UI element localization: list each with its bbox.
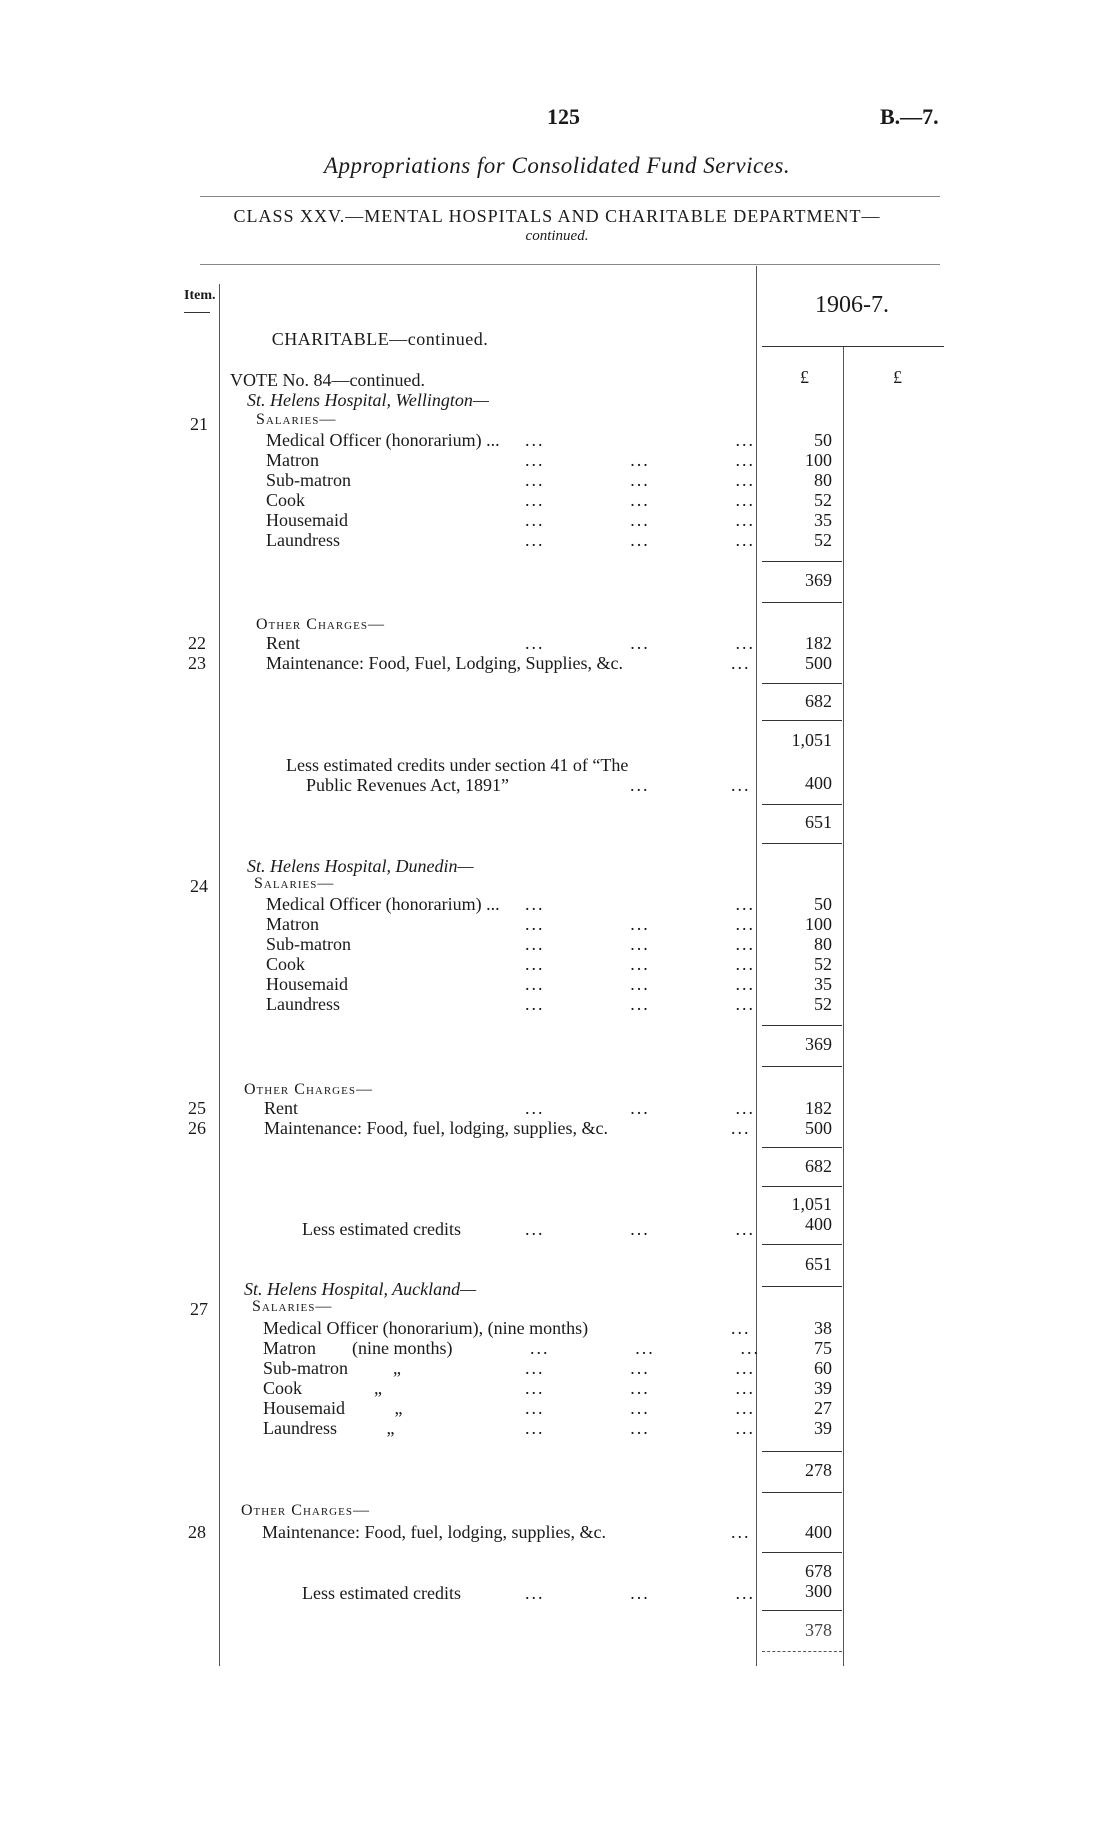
- leader-dots: ...: [731, 1522, 751, 1542]
- other-charges-label: Other Charges—: [256, 616, 385, 633]
- less-credits-label: Less estimated credits: [302, 1219, 461, 1239]
- salary-row: Medical Officer (honorarium) ... ... ... 50: [266, 430, 832, 450]
- leader-dots: ... ... ...: [525, 934, 755, 954]
- dunedin-heading: St. Helens Hospital, Dunedin—: [247, 856, 474, 876]
- salary-row: Cook ... ... ... 52: [266, 490, 832, 510]
- salary-row: Medical Officer (honorarium) ... ... ... 50: [266, 894, 832, 914]
- sum-rule: [762, 1492, 842, 1493]
- leader-dots: ... ... ...: [525, 914, 755, 934]
- sum-rule: [762, 1066, 842, 1067]
- leader-dots: ... ... ...: [525, 974, 755, 994]
- sum-rule: [762, 1451, 842, 1452]
- item-underline: [184, 312, 210, 313]
- leader-dots: ...: [731, 653, 751, 673]
- item-column-header: Item.: [184, 288, 216, 303]
- leader-dots: ...: [731, 775, 751, 795]
- gross-total: 1,051: [791, 1194, 832, 1214]
- item-number: 21: [190, 414, 208, 434]
- item-number: 27: [190, 1299, 208, 1319]
- salary-row: Laundress „ ... ... ... 39: [263, 1418, 832, 1438]
- salaries-label: Salaries—: [254, 875, 335, 892]
- other-charges-total: 682: [805, 1156, 832, 1176]
- section-title: CHARITABLE—continued.: [271, 329, 489, 349]
- title-rule: [200, 196, 940, 197]
- sum-rule: [762, 1186, 842, 1187]
- leader-dots: ... ...: [525, 894, 755, 914]
- sum-rule: [762, 720, 842, 721]
- salary-row: Matron ... ... ... 100: [266, 914, 832, 934]
- leader-dots: ...: [731, 1318, 751, 1338]
- leader-dots: ... ... ...: [525, 1398, 755, 1418]
- salary-row: Laundress ... ... ... 52: [266, 530, 832, 550]
- sum-rule: [762, 602, 842, 603]
- sum-rule: [762, 1147, 842, 1148]
- vote-heading: VOTE No. 84—continued.: [230, 370, 425, 390]
- sum-rule: [762, 683, 842, 684]
- item-number: 24: [190, 876, 208, 896]
- salary-row: Sub-matron ... ... ... 80: [266, 470, 832, 490]
- net-total: 651: [805, 1254, 832, 1274]
- page-title: Appropriations for Consolidated Fund Services.: [323, 153, 791, 178]
- charge-row: 28 Maintenance: Food, fuel, lodging, supplies, &c. 400: [188, 1522, 832, 1542]
- other-charges-label: Other Charges—: [244, 1081, 373, 1098]
- salary-row: Housemaid ... ... ... 35: [266, 510, 832, 530]
- header-rule: [200, 264, 940, 265]
- salary-row: Cook „ ... ... ... 39: [263, 1378, 832, 1398]
- leader-dots: ... ... ...: [530, 1338, 760, 1358]
- sum-rule: [762, 1651, 842, 1652]
- less-credits-amount: 300: [805, 1581, 832, 1601]
- leader-dots: ... ... ...: [525, 1583, 755, 1603]
- salary-row: Matron ... ... ... 100: [266, 450, 832, 470]
- salary-row: Laundress ... ... ... 52: [266, 994, 832, 1014]
- gross-total: 1,051: [791, 730, 832, 750]
- pound-header-2: £: [893, 367, 902, 387]
- document-reference: B.—7.: [880, 104, 939, 129]
- sum-rule: [762, 1552, 842, 1553]
- leader-dots: ...: [630, 775, 650, 795]
- salaries-total: 369: [805, 1034, 832, 1054]
- less-credits-amount: 400: [805, 1214, 832, 1234]
- sum-rule: [762, 1286, 842, 1287]
- charge-row: 26 Maintenance: Food, fuel, lodging, supplies, &c. 500: [188, 1118, 832, 1138]
- leader-dots: ... ... ...: [525, 450, 755, 470]
- less-credits-label: Less estimated credits under section 41 of “The: [286, 755, 629, 775]
- leader-dots: ... ... ...: [525, 530, 755, 550]
- leader-dots: ... ... ...: [525, 633, 755, 653]
- net-total: 378: [805, 1620, 832, 1640]
- sum-rule: [762, 1610, 842, 1611]
- pound-header-1: £: [800, 367, 809, 387]
- class-continued: continued.: [525, 228, 589, 244]
- leader-dots: ... ... ...: [525, 954, 755, 974]
- net-total: 651: [805, 812, 832, 832]
- page-number: 125: [547, 104, 580, 129]
- leader-dots: ... ... ...: [525, 1418, 755, 1438]
- leader-dots: ... ...: [525, 430, 755, 450]
- charge-row: 22 Rent ... ... ... 182: [188, 633, 832, 653]
- auckland-heading: St. Helens Hospital, Auckland—: [244, 1279, 477, 1299]
- salaries-total: 369: [805, 570, 832, 590]
- leader-dots: ... ... ...: [525, 1378, 755, 1398]
- salaries-label: Salaries—: [252, 1298, 333, 1315]
- less-credits-amount: 400: [805, 773, 832, 793]
- salary-row: Housemaid ... ... ... 35: [266, 974, 832, 994]
- salary-row: Housemaid „ ... ... ... 27: [263, 1398, 832, 1418]
- sum-rule: [762, 1244, 842, 1245]
- sum-rule: [762, 561, 842, 562]
- salary-row: Matron (nine months) ... ... ... 75: [263, 1338, 832, 1358]
- charge-row: 23 Maintenance: Food, Fuel, Lodging, Supplies, &c. 500: [188, 653, 832, 673]
- salary-row: Sub-matron „ ... ... ... 60: [263, 1358, 832, 1378]
- leader-dots: ... ... ...: [525, 1098, 755, 1118]
- salary-row: Medical Officer (honorarium), (nine months) 38: [263, 1318, 832, 1338]
- leader-dots: ...: [731, 1118, 751, 1138]
- less-credits-label: Less estimated credits: [302, 1583, 461, 1603]
- gross-total: 678: [805, 1561, 832, 1581]
- sum-rule: [762, 1025, 842, 1026]
- year-header: 1906-7.: [815, 292, 889, 318]
- leader-dots: ... ... ...: [525, 510, 755, 530]
- salaries-total: 278: [805, 1460, 832, 1480]
- other-charges-label: Other Charges—: [241, 1502, 370, 1519]
- leader-dots: ... ... ...: [525, 490, 755, 510]
- salary-row: Sub-matron ... ... ... 80: [266, 934, 832, 954]
- other-charges-total: 682: [805, 691, 832, 711]
- salary-row: Cook ... ... ... 52: [266, 954, 832, 974]
- sum-rule: [762, 804, 842, 805]
- leader-dots: ... ... ...: [525, 470, 755, 490]
- less-credits-label-cont: Public Revenues Act, 1891”: [306, 775, 509, 795]
- leader-dots: ... ... ...: [525, 1358, 755, 1378]
- leader-dots: ... ... ...: [525, 994, 755, 1014]
- charge-row: 25 Rent ... ... ... 182: [188, 1098, 832, 1118]
- year-underline: [762, 346, 944, 347]
- class-heading: CLASS XXV.—MENTAL HOSPITALS AND CHARITABLE DEPARTMENT—: [233, 206, 881, 226]
- sum-rule: [762, 843, 842, 844]
- leader-dots: ... ... ...: [525, 1219, 755, 1239]
- wellington-heading: St. Helens Hospital, Wellington—: [247, 390, 489, 410]
- salaries-label: Salaries—: [256, 411, 337, 428]
